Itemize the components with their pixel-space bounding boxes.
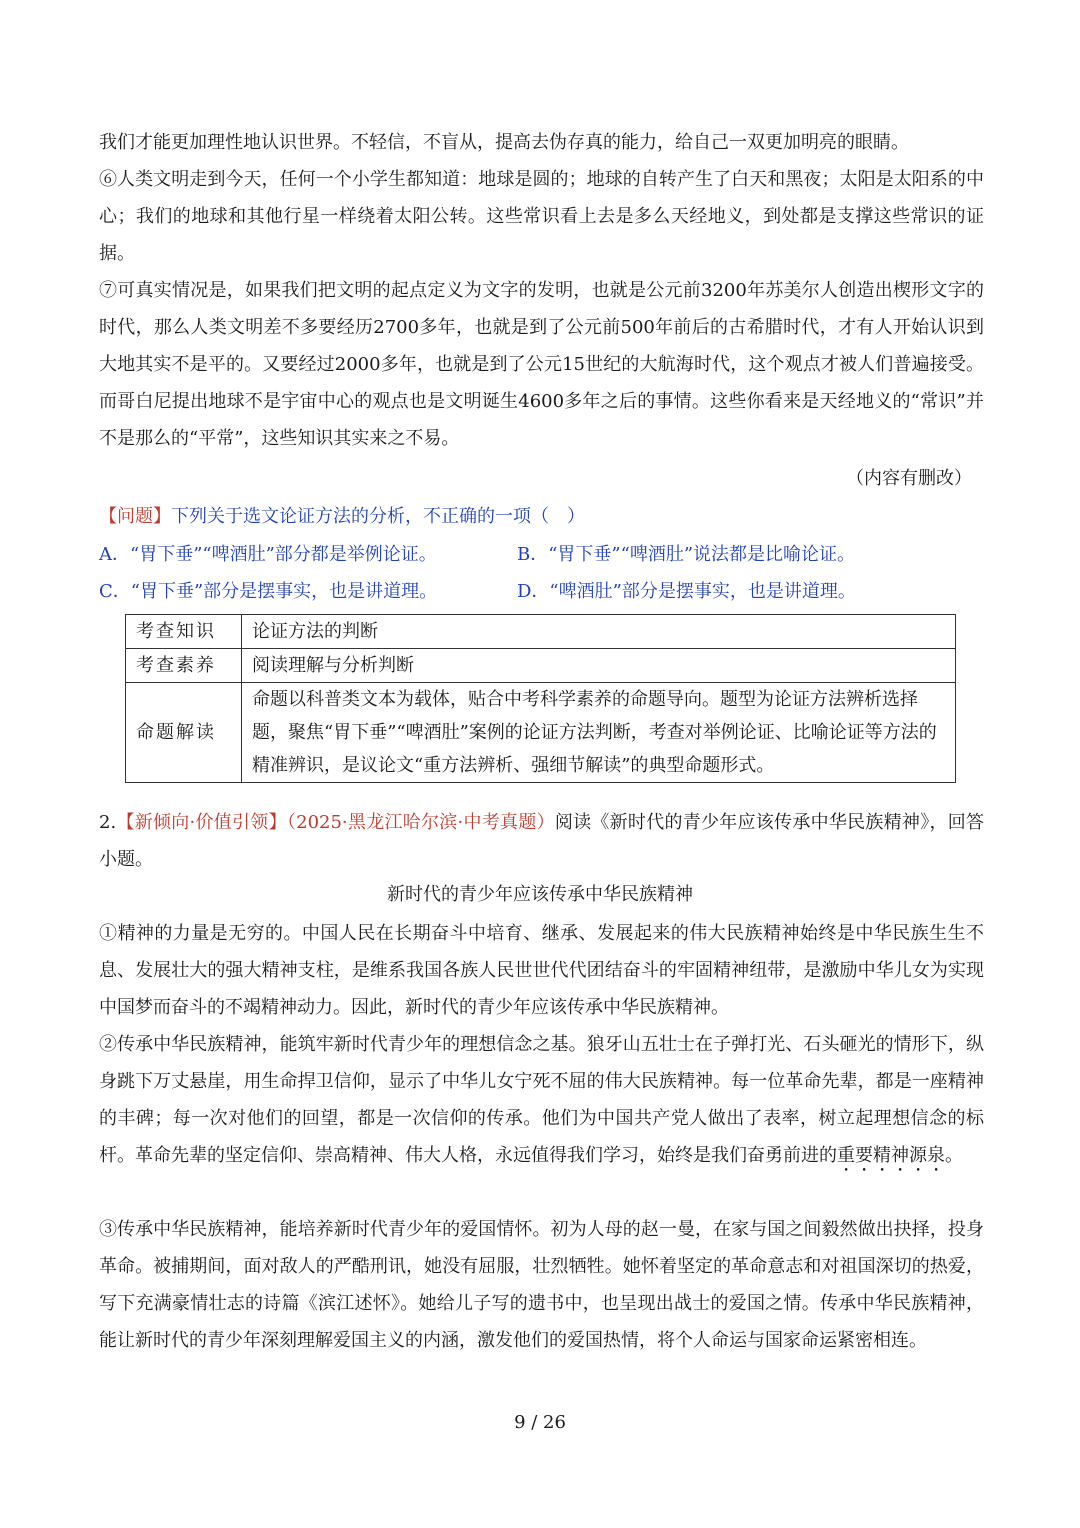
- question-line: [99, 502, 585, 528]
- question-2-tag: 【新倾向·价值引领】: [116, 812, 287, 833]
- option-a[interactable]: A．“胃下垂”“啤酒肚”部分都是举例论证。: [99, 544, 437, 565]
- paragraph-7: ⑦可真实情况是，如果我们把文明的起点定义为文字的发明，也就是公元前3200年苏美尔人创造出楔形文字的时代，那么人类文明差不多要经历2700多年，也就是到了公元前500年前后的古希腊时代，才有人开始认识到大地其实不是平的。又要经过2000多年，也就是到了公元15世纪的大航海时代，这个观点才被人们普遍接受。而哥白尼提出地球不是宇宙中心的观点也是文明诞生4600多年之后的事情。这些你看来是天经地义的“常识”并不是那么的“平常”，这些知识其实来之不易。: [99, 280, 984, 449]
- article-paragraph-2-text: ②传承中华民族精神，能筑牢新时代青少年的理想信念之基。狼牙山五壮士在子弹打光、石头砸光的情形下，纵身跳下万丈悬崖，用生命捍卫信仰，显示了中华儿女宁死不屈的伟大民族精神。每一位革命先辈，都是一座精神的丰碑；每一次对他们的回望，都是一次信仰的传承。他们为中国共产党人做出了表率，树立起理想信念的标杆。革命先辈的坚定信仰、崇高精神、伟大人格，永远值得我们学习，始终是我们奋勇前进的: [99, 1034, 984, 1166]
- table-row: [126, 649, 956, 683]
- table-value: 阅读理解与分析判断: [242, 649, 956, 683]
- info-table: [125, 614, 956, 783]
- table-row: [126, 683, 956, 783]
- article-paragraph-2: [99, 1026, 984, 1176]
- table-key: 考查素养: [126, 649, 242, 683]
- article-paragraph-2-end: 。: [945, 1145, 963, 1166]
- question-2-intro: [99, 804, 984, 878]
- paragraph-6: ⑥人类文明走到今天，任何一个小学生都知道：地球是圆的；地球的自转产生了白天和黑夜；太阳是太阳系的中心；我们的地球和其他行星一样绕着太阳公转。这些常识看上去是多么天经地义，到处都是支撑这些常识的证据。: [99, 169, 984, 264]
- question-2-source: （2025·黑龙江哈尔滨·中考真题）: [286, 812, 555, 833]
- table-value: 论证方法的判断: [242, 615, 956, 649]
- option-b[interactable]: B．“胃下垂”“啤酒肚”说法都是比喻论证。: [517, 544, 856, 565]
- question-2-number: 2.: [99, 812, 117, 833]
- table-key: 考查知识: [126, 615, 242, 649]
- option-d[interactable]: D．“啤酒肚”部分是摆事实，也是讲道理。: [517, 581, 856, 602]
- article-paragraph-1: ①精神的力量是无穷的。中国人民在长期奋斗中培育、继承、发展起来的伟大民族精神始终是中华民族生生不息、发展壮大的强大精神支柱，是维系我国各族人民世世代代团结奋斗的牢固精神纽带，是激励中华儿女为实现中国梦而奋斗的不竭精神动力。因此，新时代的青少年应该传承中华民族精神。: [99, 923, 984, 1018]
- article-title: 新时代的青少年应该传承中华民族精神: [387, 884, 693, 905]
- table-row: [126, 615, 956, 649]
- table-key: 命题解读: [126, 683, 242, 783]
- question-2-text: 阅读《新时代的青少年应该传承中华民族精神》，回答小题。: [99, 812, 984, 870]
- article-paragraph-3: ③传承中华民族精神，能培养新时代青少年的爱国情怀。初为人母的赵一曼，在家与国之间毅然做出抉择，投身革命。被捕期间，面对敌人的严酷刑讯，她没有屈服，壮烈牺牲。她怀着坚定的革命意志和对祖国深切的热爱，写下充满豪情壮志的诗篇《滨江述怀》。她给儿子写的遗书中，也呈现出战士的爱国之情。传承中华民族精神，能让新时代的青少年深刻理解爱国主义的内涵，激发他们的爱国热情，将个人命运与国家命运紧密相连。: [99, 1219, 984, 1351]
- page-number: 9 / 26: [514, 1412, 566, 1433]
- question-text: 下列关于选文论证方法的分析，不正确的一项（ ）: [171, 506, 585, 527]
- table-value: 命题以科普类文本为载体，贴合中考科学素养的命题导向。题型为论证方法辨析选择题，聚焦“胃下垂”“啤酒肚”案例的论证方法判断，考查对举例论证、比喻论证等方法的精准辨识，是议论文“重方法辨析、强细节解读”的典型命题形式。: [242, 683, 956, 783]
- emphasized-phrase: 重要精神源泉: [837, 1145, 945, 1166]
- question-tag: 【问题】: [99, 506, 171, 527]
- paragraph-continuation: 我们才能更加理性地认识世界。不轻信，不盲从，提高去伪存真的能力，给自己一双更加明亮的眼睛。: [99, 132, 909, 153]
- option-c[interactable]: C．“胃下垂”部分是摆事实，也是讲道理。: [99, 581, 438, 602]
- source-note: （内容有删改）: [846, 468, 972, 489]
